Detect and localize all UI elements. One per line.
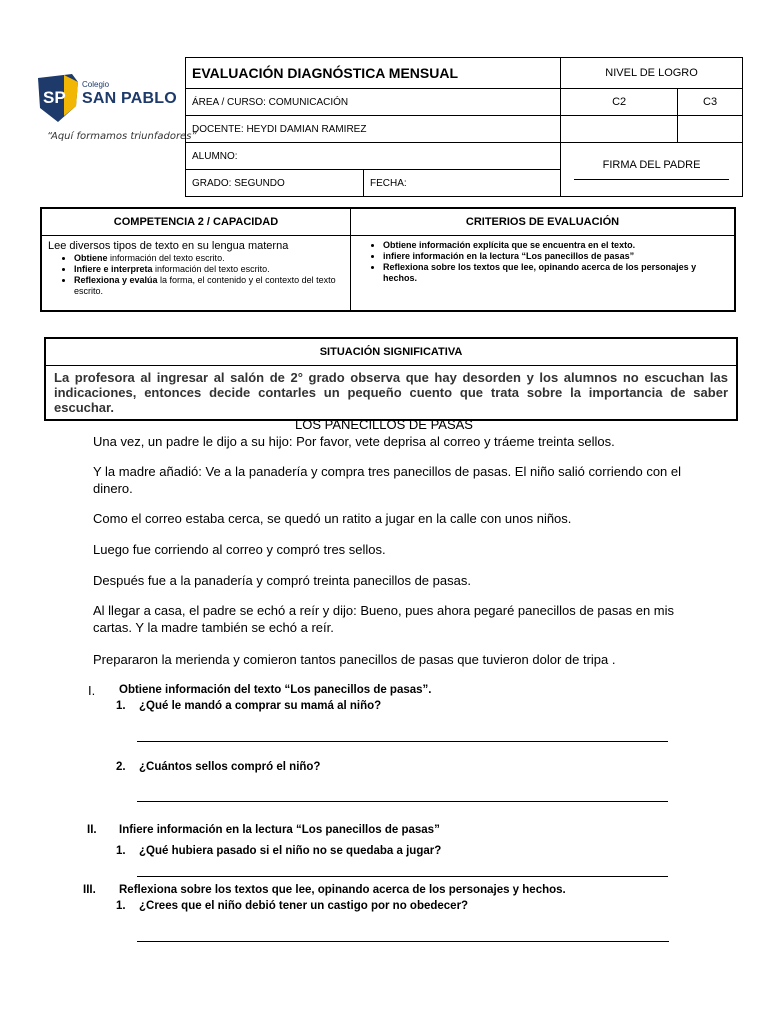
competencia-intro: Lee diversos tipos de texto en su lengua materna: [48, 240, 289, 252]
question-number: 1.: [116, 900, 126, 912]
question-number: 1.: [116, 845, 126, 857]
question-text: ¿Qué hubiera pasado si el niño no se quedaba a jugar?: [139, 845, 442, 857]
story-paragraph: Luego fue corriendo al correo y compró tres sellos.: [93, 542, 386, 557]
grado: GRADO: SEGUNDO: [186, 170, 364, 197]
area-curso: ÁREA / CURSO: COMUNICACIÓN: [186, 89, 561, 116]
capacidad-list: [48, 253, 344, 297]
fecha-field[interactable]: FECHA:: [364, 170, 561, 197]
level-c2: C2: [561, 89, 678, 116]
section-title: Obtiene información del texto “Los panecillos de pasas”.: [119, 684, 432, 696]
capacidad-item: • Reflexiona y evalúa la forma, el contenido y el contexto del texto escrito.: [74, 275, 344, 297]
docente: DOCENTE: HEYDI DAMIAN RAMIREZ: [186, 116, 561, 143]
nivel-logro-label: NIVEL DE LOGRO: [561, 58, 743, 89]
header-table: [185, 57, 743, 197]
capacidad-item: • Infiere e interpreta información del texto escrito.: [74, 264, 344, 275]
logo-small-text: Colegio: [82, 80, 110, 89]
competencia-cell: [41, 236, 351, 312]
logo-monogram: SP: [43, 88, 66, 107]
story-paragraph: Después fue a la panadería y compró treinta panecillos de pasas.: [93, 573, 471, 588]
competencia-header: COMPETENCIA 2 / CAPACIDAD: [41, 208, 351, 236]
level-c3: C3: [678, 89, 743, 116]
section-number: III.: [83, 884, 96, 896]
answer-line[interactable]: [137, 876, 668, 878]
logo-tagline: “Aquí formamos triunfadores”: [47, 131, 197, 142]
criterio-item: • Obtiene información explícita que se encuentra en el texto.: [383, 240, 728, 251]
story-paragraph: Como el correo estaba cerca, se quedó un ratito a jugar en la calle con unos niños.: [93, 511, 572, 526]
alumno-field[interactable]: ALUMNO:: [186, 143, 561, 170]
level-c2-box[interactable]: [561, 116, 678, 143]
question-text: ¿Qué le mandó a comprar su mamá al niño?: [139, 700, 382, 712]
capacidad-item: • Obtiene información del texto escrito.: [74, 253, 344, 264]
story-paragraph: Al llegar a casa, el padre se echó a reír y dijo: Bueno, pues ahora pegaré panecillos de pasas en mis cartas. Y la madre también se echó a reír.: [93, 603, 675, 635]
situacion-body: La profesora al ingresar al salón de 2° grado observa que hay desorden y los alumnos no escuchan las indicaciones, entonces decide contarles un pequeño cuento que trata sobre la importancia de saber escuchar.: [45, 366, 737, 421]
story-paragraph: Prepararon la merienda y comieron tantos panecillos de pasas que tuvieron dolor de tripa .: [93, 652, 616, 667]
answer-line[interactable]: [137, 941, 669, 943]
story-title: LOS PANECILLOS DE PASAS: [295, 417, 473, 432]
situacion-table: [44, 337, 738, 421]
question-text: ¿Cuántos sellos compró el niño?: [139, 761, 321, 773]
criterios-cell: [351, 236, 736, 312]
logo-name: SAN PABLO: [82, 90, 177, 107]
criterio-item: • infiere información en la lectura “Los panecillos de pasas”: [383, 251, 728, 262]
criterios-list: [357, 240, 728, 284]
answer-line[interactable]: [137, 741, 668, 743]
section-title: Infiere información en la lectura “Los panecillos de pasas”: [119, 824, 440, 836]
story-paragraph: Y la madre añadió: Ve a la panadería y compra tres panecillos de pasas. El niño salió corriendo con el dinero.: [93, 464, 682, 496]
criterios-header: CRITERIOS DE EVALUACIÓN: [351, 208, 736, 236]
level-c3-box[interactable]: [678, 116, 743, 143]
question-number: 1.: [116, 700, 126, 712]
answer-line[interactable]: [137, 801, 668, 803]
situacion-header: SITUACIÓN SIGNIFICATIVA: [45, 338, 737, 366]
exam-title: EVALUACIÓN DIAGNÓSTICA MENSUAL: [186, 58, 561, 89]
section-number: II.: [87, 824, 97, 836]
story-paragraph: Una vez, un padre le dijo a su hijo: Por favor, vete deprisa al correo y tráeme treinta sellos.: [93, 434, 615, 449]
firma-padre-box[interactable]: [561, 143, 743, 197]
signature-line: [574, 179, 729, 180]
section-number: I.: [88, 683, 96, 698]
firma-padre-label: FIRMA DEL PADRE: [602, 159, 701, 171]
question-number: 2.: [116, 761, 126, 773]
school-shield-logo: [34, 72, 82, 124]
criterio-item: • Reflexiona sobre los textos que lee, opinando acerca de los personajes y hechos.: [383, 262, 728, 284]
section-title: Reflexiona sobre los textos que lee, opinando acerca de los personajes y hechos.: [119, 884, 566, 896]
competencia-table: [40, 207, 736, 312]
question-text: ¿Crees que el niño debió tener un castigo por no obedecer?: [139, 900, 469, 912]
